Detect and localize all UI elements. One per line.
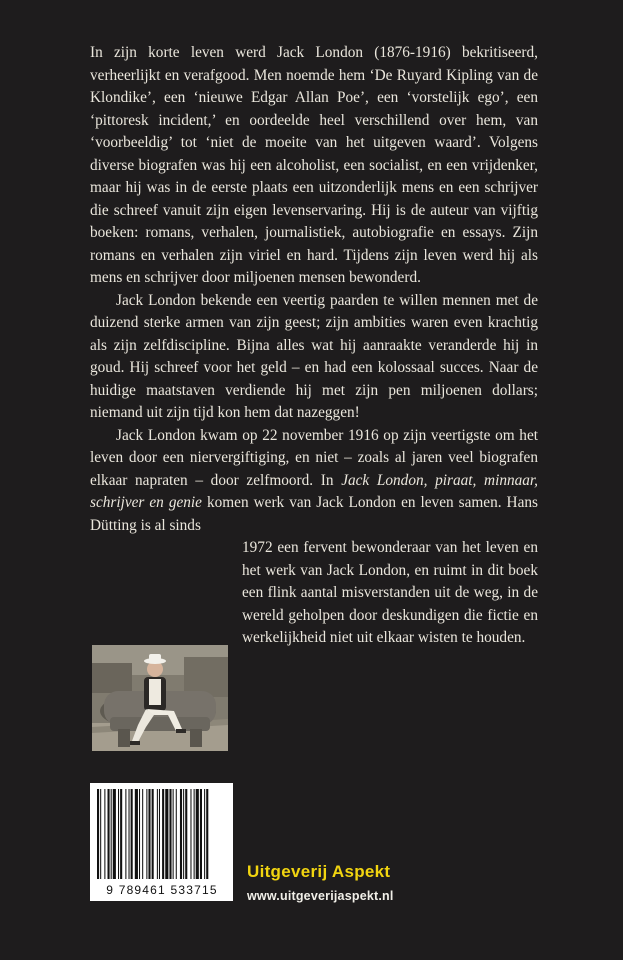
barcode-bars (97, 789, 227, 879)
barcode-bar (111, 789, 112, 879)
author-photo (92, 645, 228, 751)
paragraph-3 (90, 425, 538, 538)
barcode-bar (157, 789, 158, 879)
publisher-website[interactable]: www.uitgeverijaspekt.nl (247, 889, 394, 903)
barcode-bar (129, 789, 130, 879)
barcode-bar (200, 789, 202, 879)
barcode-bar (190, 789, 191, 879)
book-title: Jack London, piraat, minnaar, schrijver en genie (90, 471, 538, 511)
barcode-bar (125, 789, 126, 879)
barcode-bar (180, 789, 182, 879)
paragraph-1: In zijn korte leven werd Jack London (1876-1916) bekritiseerd, verheerlijkt en verafgood. Men noemde hem ‘De Ruyard Kipling van de Klondike’, een ‘nieuwe Edgar Allan Poe’, een ‘vorstelijk ego’, een ‘pittoresk incident,’ en oordeelde heel verschillend over hem, van ‘voorbeeldig’ tot ‘niet de moeite van het uitgeven waard’. Volgens diverse biografen was hij een alcoholist, een socialist, en een vrijdenker, maar hij was in de eerste plaats een uitzonderlijk mens en een schrijver die schreef vanuit zijn eigen levenservaring. Hij is de auteur van vijftig boeken: romans, verhalen, journalistiek, autobiografie en essays. Zijn romans en verhalen zijn viriel en hard. Tijdens zijn leven werd hij als mens en schrijver door miljoenen mensen bewonderd. (90, 44, 538, 286)
barcode-bar (118, 789, 119, 879)
barcode-bar (183, 789, 184, 879)
barcode-bar (135, 789, 138, 879)
barcode-bar (100, 789, 101, 879)
barcode-bar (120, 789, 122, 879)
isbn-number: 9 789461 533715 (106, 883, 218, 897)
barcode-bar (108, 789, 110, 879)
barcode-bar (131, 789, 133, 879)
barcode-bar (139, 789, 140, 879)
barcode-bar (204, 789, 205, 879)
paragraph-3-start: Jack London kwam op 22 november 1916 op zijn veertigste om het leven door een niervergiftiging, en niet – zoals al jaren veel biografen elkaar napraten – door zelfmoord. In (90, 426, 538, 489)
barcode-bar (165, 789, 168, 879)
barcode-bar (206, 789, 208, 879)
publisher-name: Uitgeverij Aspekt (247, 862, 391, 881)
barcode-bar (169, 789, 171, 879)
author-photo-image (92, 645, 228, 751)
barcode-bar (104, 789, 105, 879)
barcode-bar (194, 789, 195, 879)
barcode-bar (97, 789, 99, 879)
paragraph-2: Jack London bekende een veertig paarden te willen mennen met de duizend sterke armen van zijn geest; zijn ambities waren even krachtig als zijn zelfdiscipline. Bijna alles wat hij aanraakte veranderde hij in goud. Hij schreef voor het geld – en had een kolossaal succes. Naar de huidige maatstaven verdiende hij met zijn pen miljoenen dollars; niemand uit zijn tijd kon hem dat nazeggen! (90, 291, 538, 421)
back-cover-text (90, 42, 538, 650)
barcode-bar (173, 789, 174, 879)
barcode-bar (196, 789, 199, 879)
barcode-bar (176, 789, 177, 879)
barcode-bar (162, 789, 164, 879)
barcode-bar (185, 789, 187, 879)
barcode-bar (152, 789, 154, 879)
barcode-bar (142, 789, 143, 879)
barcode-bar (146, 789, 147, 879)
isbn-barcode (90, 783, 233, 901)
paragraph-3-wrap: 1972 een fervent bewonderaar van het leven en het werk van Jack London, en ruimt in dit boek een flink aantal misverstanden uit de weg, in de wereld geholpen door deskundigen die fictie en werkelijkheid niet uit elkaar wisten te houden. (242, 539, 538, 646)
barcode-bar (159, 789, 160, 879)
barcode-bar (148, 789, 150, 879)
paragraph-3-mid: komen werk van Jack London en leven samen. Hans Dütting is al sinds (90, 494, 538, 534)
barcode-bar (113, 789, 116, 879)
